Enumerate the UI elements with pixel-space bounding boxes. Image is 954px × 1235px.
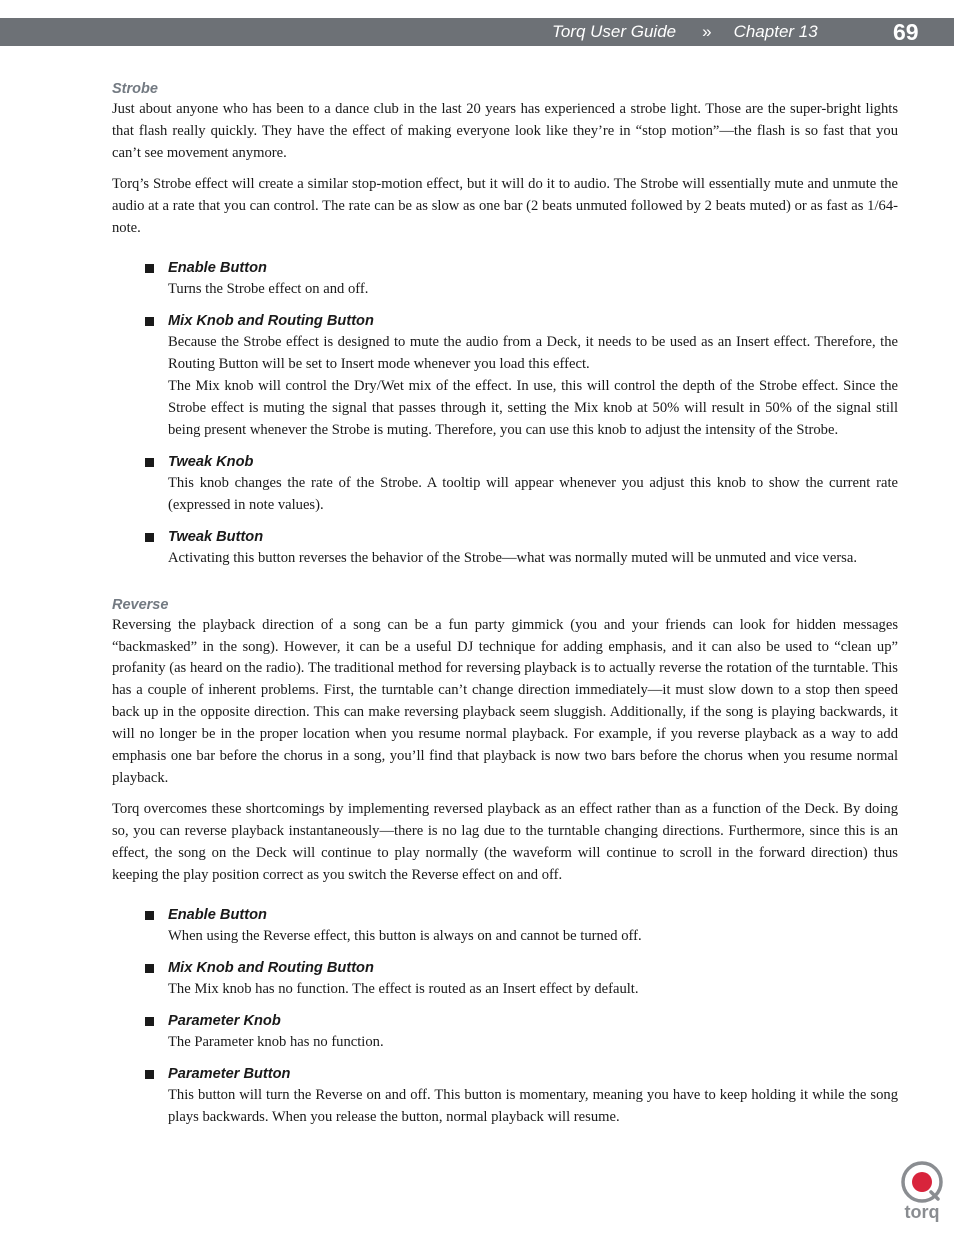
item-description: This knob changes the rate of the Strobe. A tooltip will appear whenever you adjust this knob to show the current rate (expressed in note values).	[168, 474, 898, 513]
square-bullet-icon	[145, 458, 154, 467]
svg-text:torq: torq	[904, 1202, 940, 1222]
bullet-list	[112, 904, 898, 1129]
item-title: Enable Button	[168, 907, 267, 924]
item-title: Mix Knob and Routing Button	[168, 313, 374, 330]
item-description: The Mix knob will control the Dry/Wet mix of the effect. In use, this will control the depth of the Strobe effect. Since the Strobe effect is muting the signal that passes through it, setting the Mix knob at 50% will result in 50% of the signal still being present whenever the Strobe is muting. Therefore, you can use this knob to adjust the intensity of the Strobe.	[168, 378, 898, 438]
item-description: This button will turn the Reverse on and off. This button is momentary, meaning you have to keep holding it while the song plays backwards. When you release the button, normal playback will resume.	[168, 1087, 898, 1126]
item-description: Turns the Strobe effect on and off.	[168, 281, 369, 298]
header-bar	[0, 18, 954, 46]
square-bullet-icon	[145, 1070, 154, 1079]
paragraph: Just about anyone who has been to a dance club in the last 20 years has experienced a strobe light. Those are the super-bright lights that flash really quickly. They have the effect of making everyone look like they’re in “stop motion”—the flash is so fast that you can’t see movement anymore.	[112, 101, 898, 161]
paragraph: Torq’s Strobe effect will create a similar stop-motion effect, but it will do it to audio. The Strobe will essentially mute and unmute the audio at a rate that you can control. The rate can be as slow as one bar (2 beats unmuted followed by 2 beats muted) or as fast as 1/64-note.	[112, 175, 898, 236]
section-strobe	[112, 79, 898, 570]
item-title: Parameter Knob	[168, 1013, 281, 1030]
header-separator: »	[702, 22, 712, 41]
page-number: 69	[893, 19, 919, 45]
section-title: Reverse	[112, 596, 169, 613]
torq-logo-icon	[898, 1160, 946, 1224]
square-bullet-icon	[145, 264, 154, 273]
bullet-list	[112, 257, 898, 569]
square-bullet-icon	[145, 964, 154, 973]
item-description: When using the Reverse effect, this button is always on and cannot be turned off.	[168, 928, 642, 945]
item-title: Parameter Button	[168, 1066, 291, 1083]
list-item	[112, 310, 898, 442]
item-title: Tweak Knob	[168, 453, 254, 470]
square-bullet-icon	[145, 317, 154, 326]
item-description: Activating this button reverses the behavior of the Strobe—what was normally muted will be unmuted and vice versa.	[168, 549, 857, 566]
section-title: Strobe	[112, 81, 158, 97]
square-bullet-icon	[145, 911, 154, 920]
list-item	[112, 451, 898, 517]
square-bullet-icon	[145, 1017, 154, 1026]
item-description: Because the Strobe effect is designed to mute the audio from a Deck, it needs to be used as an Insert effect. Therefore, the Routing Button will be set to Insert mode whenever you load this effect.	[168, 334, 898, 373]
section-reverse	[112, 595, 898, 1129]
item-description: The Mix knob has no function. The effect is routed as an Insert effect by default.	[168, 981, 639, 998]
item-description: The Parameter knob has no function.	[168, 1034, 384, 1051]
list-item	[112, 257, 898, 301]
page-content	[112, 79, 898, 1138]
square-bullet-icon	[145, 533, 154, 542]
chapter-label: Chapter 13	[733, 22, 818, 41]
list-item	[112, 1063, 898, 1129]
list-item	[112, 904, 898, 948]
header-title-group	[552, 18, 818, 46]
paragraph: Reversing the playback direction of a song can be a fun party gimmick (you and your friends can look for hidden messages “backmasked” in the song). However, it can be a useful DJ technique for adding emphasis, and it can also be used to “clean up” profanity (as heard on the radio). The traditional method for reversing playback is to actually reverse the rotation of the turntable. This has a couple of inherent problems. First, the turntable can’t change direction immediately—it must slow down to a stop then speed back up in the opposite direction. This can make reversing playback seem sluggish. Additionally, if the song is playing backwards, it will no longer be in the proper location when you resume normal playback. For example, if you reverse playback as a way to add emphasis one bar before the chorus in a song, you’ll find that playback is now two bars before the chorus when you resume normal playback.	[112, 616, 898, 786]
paragraph: Torq overcomes these shortcomings by implementing reversed playback as an effect rather than as a function of the Deck. By doing so, you can reverse playback instantaneously—there is no lag due to the turntable changing directions. Furthermore, since this is an effect, the song on the Deck will continue to play normally (the waveform will continue to scroll in the forward direction) thus keeping the play position correct as you switch the Reverse effect on and off.	[112, 800, 898, 883]
item-title: Tweak Button	[168, 528, 264, 545]
section-spacer	[112, 579, 898, 595]
guide-title: Torq User Guide	[552, 22, 677, 41]
list-item	[112, 957, 898, 1001]
list-item	[112, 526, 898, 570]
item-title: Mix Knob and Routing Button	[168, 960, 374, 977]
item-title: Enable Button	[168, 260, 267, 277]
list-item	[112, 1010, 898, 1054]
